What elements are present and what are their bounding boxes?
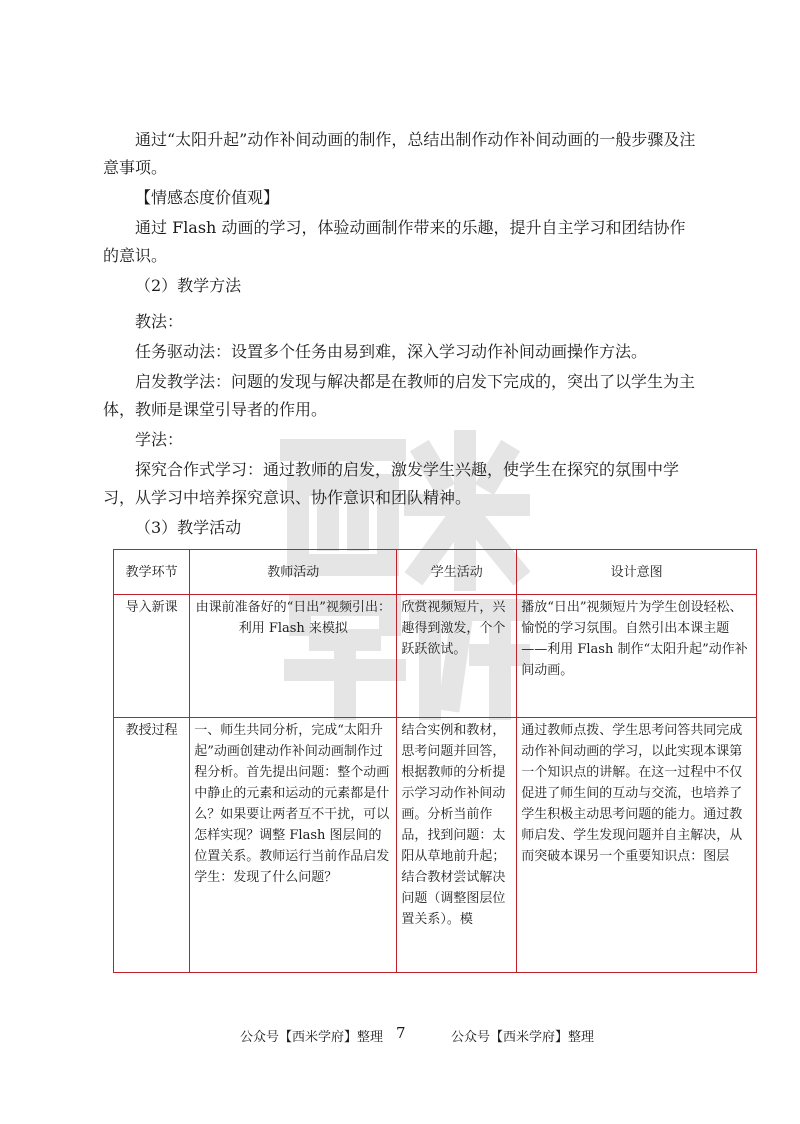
section-heading-values: 【情感态度价值观】 [135, 188, 280, 207]
table-header-row [114, 550, 757, 595]
intent-cell: 通过教师点拨、学生思考问答共同完成动作补间动画的学习，以此实现本课第一个知识点的讲解。在这一过程中不仅促进了师生间的互动与交流，也培养了学生积极主动思考问题的能力。通过教师启发、学生发现问题并自主解决，从而突破本课另一个重要知识点：图层 [517, 718, 757, 973]
table-row [114, 718, 757, 973]
header-intent: 设计意图 [517, 550, 757, 595]
stage-cell: 导入新课 [114, 595, 190, 718]
section-heading-activities: （3）教学活动 [135, 518, 242, 537]
footer-source-right: 公众号【西米学府】整理 [451, 1030, 595, 1045]
paragraph-summary: 通过“太阳升起”动作补间动画的制作，总结出制作动作补间动画的一般步骤及注意事项。 [103, 130, 696, 177]
section-heading-methods: （2）教学方法 [135, 276, 242, 295]
paragraph-values: 通过 Flash 动画的学习，体验动画制作带来的乐趣，提升自主学习和团结协作的意识。 [103, 218, 686, 265]
teacher-cell: 由课前准备好的“日出”视频引出：利用 Flash 来模拟 [190, 595, 397, 718]
paragraph-heuristic: 启发教学法：问题的发现与解决都是在教师的启发下完成的，突出了以学生为主体，教师是课堂引导者的作用。 [103, 372, 696, 419]
student-cell: 欣赏视频短片，兴趣得到激发，个个跃跃欲试。 [397, 595, 517, 718]
paragraph-inquiry: 探究合作式学习：通过教师的启发，激发学生兴趣，使学生在探究的氛围中学习，从学习中培养探究意识、协作意识和团队精神。 [103, 460, 680, 507]
label-learning-method: 学法： [135, 430, 184, 449]
student-cell: 结合实例和教材，思考问题并回答，根据教师的分析提示学习动作补间动画。分析当前作品，找到问题：太阳从草地前升起；结合教材尝试解决问题（调整图层位置关系）。模 [397, 718, 517, 973]
footer-source-left: 公众号【西米学府】整理 [240, 1030, 384, 1045]
table-row [114, 595, 757, 718]
stage-cell: 教授过程 [114, 718, 190, 973]
label-teaching-method: 教法： [135, 312, 184, 331]
intent-cell: 播放“日出”视频短片为学生创设轻松、愉悦的学习氛围。自然引出本课主题——利用 Flash 制作“太阳升起”动作补间动画。 [517, 595, 757, 718]
page-number: 7 [396, 1024, 406, 1042]
teacher-cell: 一、师生共同分析，完成“太阳升起”动画创建动作补间动画制作过程分析。首先提出问题：整个动画中静止的元素和运动的元素都是什么？如果要让两者互不干扰，可以怎样实现？调整 Flash 图层间的位置关系。教师运行当前作品启发学生：发现了什么问题？ [190, 718, 397, 973]
teaching-activities-table [113, 549, 757, 973]
paragraph-task-driven: 任务驱动法：设置多个任务由易到难，深入学习动作补间动画操作方法。 [135, 342, 648, 361]
header-student: 学生活动 [397, 550, 517, 595]
header-teacher: 教师活动 [190, 550, 397, 595]
header-stage: 教学环节 [114, 550, 190, 595]
